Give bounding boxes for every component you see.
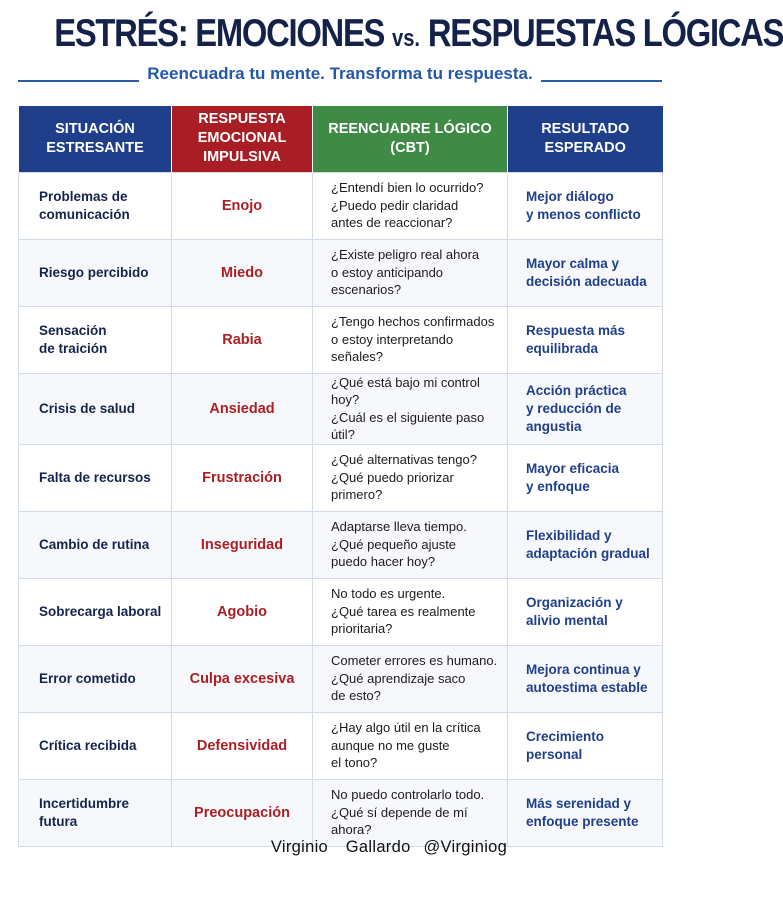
result-cell: Flexibilidad y adaptación gradual xyxy=(508,511,663,578)
header-emotion: RESPUESTA EMOCIONAL IMPULSIVA xyxy=(172,106,313,172)
situation-cell: Error cometido xyxy=(19,645,172,712)
situation-cell: Sobrecarga laboral xyxy=(19,578,172,645)
result-cell: Organización y alivio mental xyxy=(508,578,663,645)
table-row xyxy=(19,511,663,578)
result-cell: Respuesta más equilibrada xyxy=(508,306,663,373)
subtitle: Reencuadra tu mente. Transforma tu respuesta. xyxy=(147,64,533,83)
result-cell: Mayor eficacia y enfoque xyxy=(508,444,663,511)
author-credit xyxy=(50,838,728,857)
emotion-cell: Preocupación xyxy=(172,779,313,846)
situation-cell: Cambio de rutina xyxy=(19,511,172,578)
title-vs: vs. xyxy=(391,25,421,52)
result-cell: Mejora continua y autoestima estable xyxy=(508,645,663,712)
result-cell: Mayor calma y decisión adecuada xyxy=(508,239,663,306)
emotion-cell: Miedo xyxy=(172,239,313,306)
emotion-cell: Culpa excesiva xyxy=(172,645,313,712)
header-result: RESULTADO ESPERADO xyxy=(508,106,663,172)
situation-cell: Crítica recibida xyxy=(19,712,172,779)
situation-cell: Sensación de traición xyxy=(19,306,172,373)
reframe-cell: No todo es urgente. ¿Qué tarea es realmente prioritaria? xyxy=(313,578,508,645)
situation-cell: Problemas de comunicación xyxy=(19,172,172,239)
reframe-cell: ¿Hay algo útil en la crítica aunque no me guste el tono? xyxy=(313,712,508,779)
subtitle-right-rule xyxy=(541,80,662,82)
emotion-cell: Agobio xyxy=(172,578,313,645)
situation-cell: Falta de recursos xyxy=(19,444,172,511)
emotion-cell: Frustración xyxy=(172,444,313,511)
result-cell: Crecimiento personal xyxy=(508,712,663,779)
table-row xyxy=(19,779,663,846)
emotion-cell: Defensividad xyxy=(172,712,313,779)
title-end: RESPUESTAS LÓGICAS xyxy=(427,12,783,55)
table-row xyxy=(19,373,663,444)
reframe-cell: ¿Existe peligro real ahora o estoy anticipando escenarios? xyxy=(313,239,508,306)
table-row xyxy=(19,645,663,712)
reframe-cell: Cometer errores es humano. ¿Qué aprendizaje saco de esto? xyxy=(313,645,508,712)
page-title xyxy=(54,12,783,56)
result-cell: Mejor diálogo y menos conflicto xyxy=(508,172,663,239)
table-row xyxy=(19,712,663,779)
emotion-cell: Ansiedad xyxy=(172,373,313,444)
reframe-cell: ¿Entendí bien lo ocurrido? ¿Puedo pedir claridad antes de reaccionar? xyxy=(313,172,508,239)
reframe-cell: Adaptarse lleva tiempo. ¿Qué pequeño ajuste puedo hacer hoy? xyxy=(313,511,508,578)
situation-cell: Incertidumbre futura xyxy=(19,779,172,846)
table-header-row xyxy=(19,106,663,172)
header-reframe: REENCUADRE LÓGICO (CBT) xyxy=(313,106,508,172)
emotion-cell: Enojo xyxy=(172,172,313,239)
subtitle-row xyxy=(18,62,662,86)
title-main: ESTRÉS: EMOCIONES xyxy=(54,12,385,55)
table-row xyxy=(19,239,663,306)
table-row xyxy=(19,578,663,645)
result-cell: Acción práctica y reducción de angustia xyxy=(508,373,663,444)
table-row xyxy=(19,172,663,239)
emotion-cell: Rabia xyxy=(172,306,313,373)
emotion-cell: Inseguridad xyxy=(172,511,313,578)
situation-cell: Riesgo percibido xyxy=(19,239,172,306)
result-cell: Más serenidad y enfoque presente xyxy=(508,779,663,846)
subtitle-left-rule xyxy=(18,80,139,82)
situation-cell: Crisis de salud xyxy=(19,373,172,444)
author-handle: @Virginiog xyxy=(423,838,508,856)
reframe-cell: ¿Qué alternativas tengo? ¿Qué puedo priorizar primero? xyxy=(313,444,508,511)
table-row xyxy=(19,306,663,373)
author-name: Virginio Gallardo xyxy=(270,838,411,856)
reframe-cell: ¿Tengo hechos confirmados o estoy interpretando señales? xyxy=(313,306,508,373)
header-situation: SITUACIÓN ESTRESANTE xyxy=(19,106,172,172)
stress-table xyxy=(18,106,663,847)
reframe-cell: No puedo controlarlo todo. ¿Qué sí depende de mí ahora? xyxy=(313,779,508,846)
reframe-cell: ¿Qué está bajo mi control hoy? ¿Cuál es el siguiente paso útil? xyxy=(313,373,508,444)
table-row xyxy=(19,444,663,511)
